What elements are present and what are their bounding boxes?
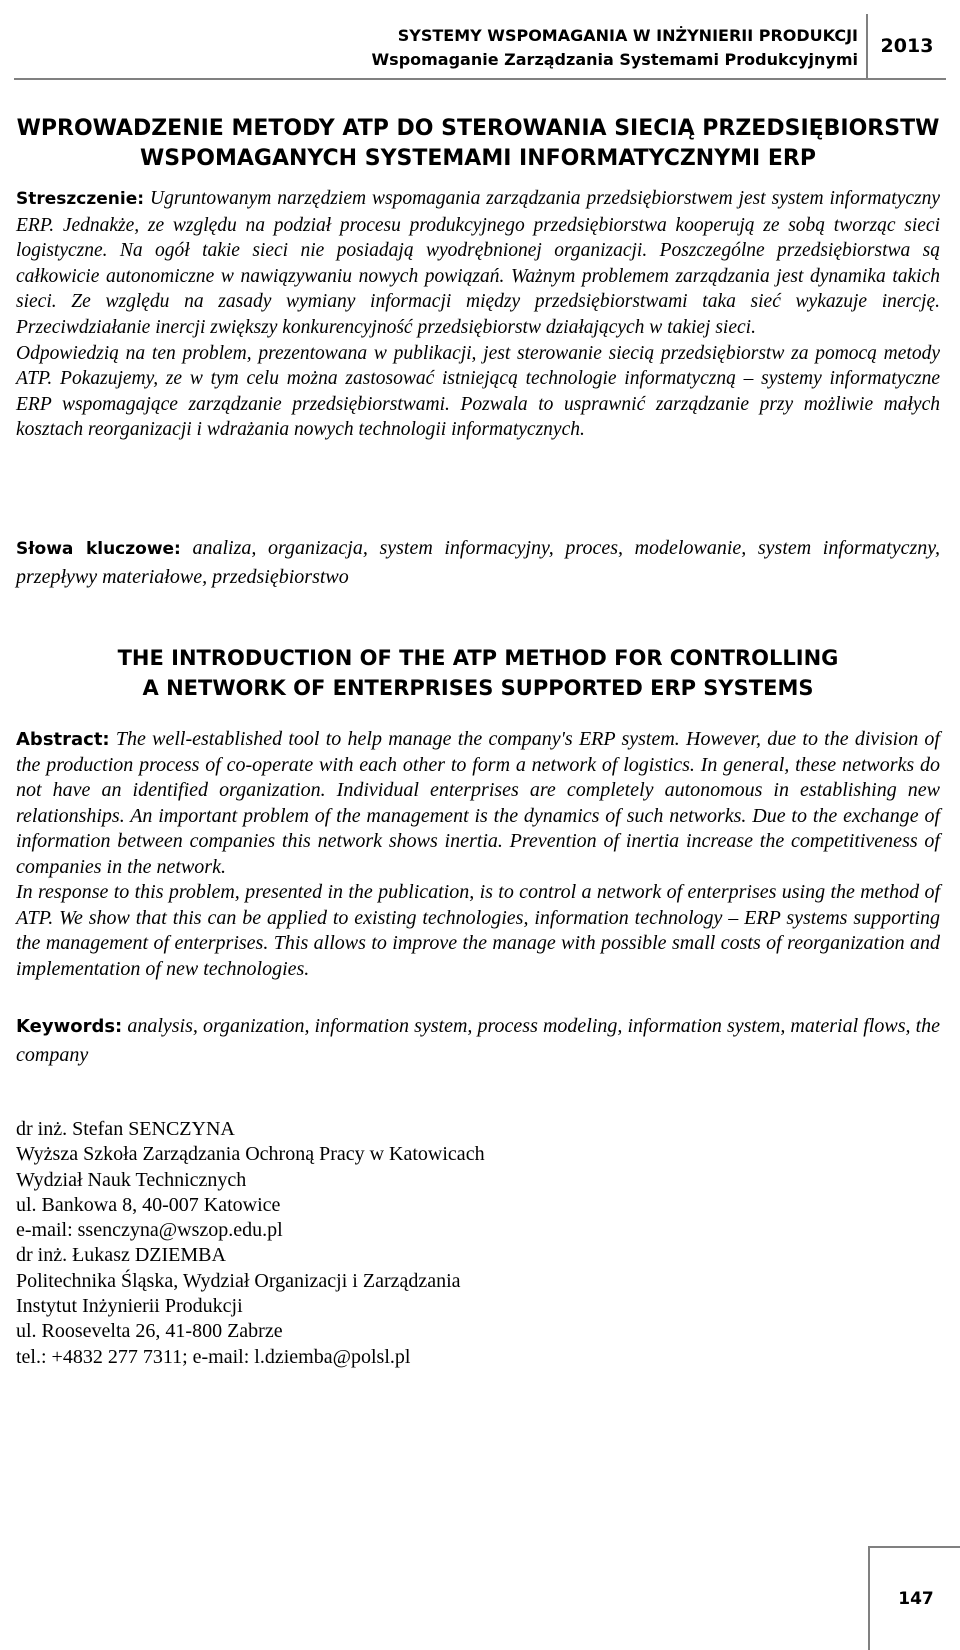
keywords-polish-label: Słowa kluczowe: [16,539,181,559]
title-polish [16,114,940,174]
author-affiliations [16,1117,916,1370]
abstract-english-text-2: In response to this problem, presented in the publication, is to control a network of enterprises using the method of ATP. We show that this can be applied to existing technologies, information technology – ERP systems supporting the management of enterprises. This allows to improve the manage with possible small costs of reorganization and implementation of new technologies. [16,881,940,980]
author-line: Wydział Nauk Technicznych [16,1168,247,1191]
abstract-english-paragraph-2 [16,880,940,982]
journal-subtitle: Wspomaganie Zarządzania Systemami Produkcyjnymi [371,50,858,69]
page-number: 147 [868,1546,960,1650]
keywords-english-text: analysis, organization, information system, process modeling, information system, material flows, the company [16,1015,941,1066]
author-contact: tel.: +4832 277 7311; e-mail: l.dziemba@polsl.pl [16,1345,411,1368]
author-line: Wyższa Szkoła Zarządzania Ochroną Pracy w Katowicach [16,1143,485,1166]
journal-title: SYSTEMY WSPOMAGANIA W INŻYNIERII PRODUKCJI [397,26,858,45]
page-header [14,14,946,80]
title-polish-line-2: WSPOMAGANYCH SYSTEMAMI INFORMATYCZNYMI ERP [140,146,816,171]
abstract-polish-text-1: Ugruntowanym narzędziem wspomagania zarządzania przedsiębiorstwem jest system informatyczny ERP. Jednakże, ze względu na podział procesu produkcyjnego przedsiębiorstwa kooperują ze sobą tworząc sieci logistyczne. Na ogół takie sieci nie posiadają wyodrębnionej organizacji. Poszczególne przedsiębiorstwa są całkowicie autonomiczne w nawiązywaniu nowych powiązań. Ważnym problemem zarządzania jest dynamika takich sieci. Ze względu na zasady wymiany informacji między przedsiębiorstwami taka sieć wykazuje inercję. Przeciwdziałanie inercji zwiększy konkurencyjność przedsiębiorstw działających w takiej sieci. [16,188,940,338]
title-polish-line-1: WPROWADZENIE METODY ATP DO STEROWANIA SIECIĄ PRZEDSIĘBIORSTW [16,116,940,141]
author-line: dr inż. Stefan SENCZYNA [16,1118,235,1140]
abstract-polish-text-2: Odpowiedzią na ten problem, prezentowana w publikacji, jest sterowanie siecią przedsiębiorstw za pomocą metody ATP. Pokazujemy, ze w tym celu można zastosować istniejącą technologie informatyczną – systemy informatyczne ERP wspomagające zarządzanie przedsiębiorstwami. Pozwala to usprawnić zarządzanie przy możliwie małych kosztach reorganizacji i wdrażania nowych technologii informatycznych. [16,342,940,441]
abstract-english-text-1: The well-established tool to help manage the company's ERP system. However, due to the division of the production process of co-operate with each other to form a network of logistics. In general, these networks do not have an identified organization. Individual enterprises are completely autonomous in establishing new relationships. An important problem of the management is the dynamics of such networks. Due to the exchange of information between companies this network shows inertia. Prevention of inertia increase the competitiveness of companies in the network. [16,728,940,878]
author-line: Politechnika Śląska, Wydział Organizacji i Zarządzania [16,1269,461,1292]
author-line: ul. Bankowa 8, 40-007 Katowice [16,1193,281,1216]
author-email: e-mail: ssenczyna@wszop.edu.pl [16,1219,283,1242]
author-line: dr inż. Łukasz DZIEMBA [16,1244,226,1267]
author-line: Instytut Inżynierii Produkcji [16,1295,243,1318]
keywords-polish-text: analiza, organizacja, system informacyjny, proces, modelowanie, system informatyczny, przepływy materiałowe, przedsiębiorstwo [16,537,941,588]
abstract-polish-paragraph-2 [16,341,940,443]
keywords-english [16,1012,940,1069]
title-english [16,643,940,703]
abstract-polish-paragraph-1 [16,186,940,341]
abstract-english [16,727,940,982]
journal-header [372,24,858,72]
title-english-line-1: THE INTRODUCTION OF THE ATP METHOD FOR CONTROLLING [117,646,839,670]
keywords-english-label: Keywords: [16,1016,123,1037]
author-line: ul. Roosevelta 26, 41-800 Zabrze [16,1320,283,1343]
abstract-english-paragraph-1 [16,727,940,880]
abstract-polish-label: Streszczenie: [16,189,145,209]
journal-year: 2013 [866,14,946,78]
keywords-polish [16,534,940,591]
abstract-english-label: Abstract: [16,729,110,750]
abstract-polish [16,186,940,443]
title-english-line-2: A NETWORK OF ENTERPRISES SUPPORTED ERP SYSTEMS [142,676,814,700]
